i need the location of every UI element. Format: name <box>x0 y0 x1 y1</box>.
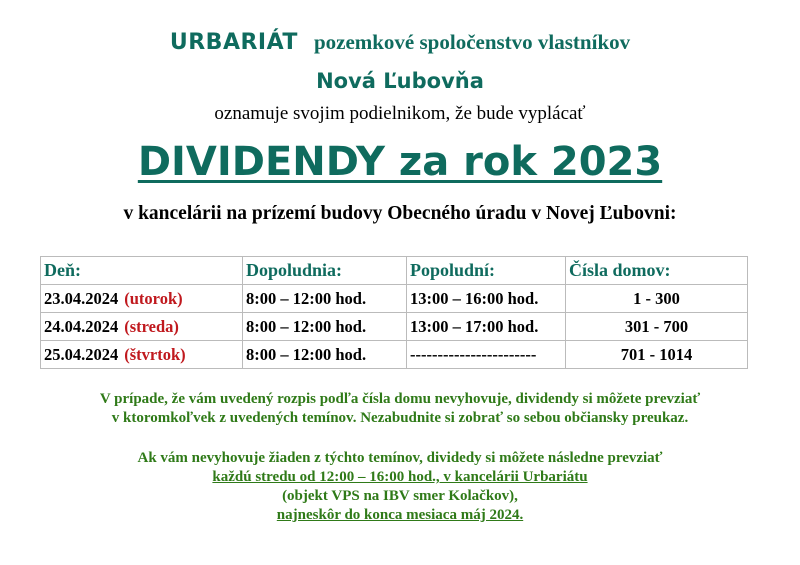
note-line: V prípade, že vám uvedený rozpis podľa čísla domu nevyhovuje, dividendy si môžete prevziať <box>99 391 701 407</box>
village-name: Nová Ľubovňa <box>316 69 484 93</box>
column-header-afternoon: Popoludní: <box>407 257 566 285</box>
afternoon-hours: 13:00 – 16:00 hod. <box>407 285 566 313</box>
day-name: (utorok) <box>124 288 183 308</box>
note-line: (objekt VPS na IBV smer Kolačkov), <box>282 488 518 504</box>
date: 24.04.2024 <box>44 316 119 336</box>
morning-hours: 8:00 – 12:00 hod. <box>243 313 407 341</box>
announcement-text: oznamuje svojim podielnikom, že bude vyplácať <box>214 103 586 124</box>
note-line: Ak vám nevyhovuje žiaden z týchto temínov, dividedy si môžete následne prevziať <box>137 450 663 466</box>
house-numbers: 701 - 1014 <box>566 341 748 369</box>
note-line-underlined: každú stredu od 12:00 – 16:00 hod., v kancelárii Urbariátu <box>212 469 588 485</box>
day-name: (streda) <box>124 316 179 336</box>
location-text: v kancelárii na prízemí budovy Obecného úradu v Novej Ľubovni: <box>123 203 677 224</box>
table-row <box>41 341 748 369</box>
table-row <box>41 285 748 313</box>
schedule-table <box>40 256 748 369</box>
column-header-day: Deň: <box>41 257 243 285</box>
org-subtitle: pozemkové spoločenstvo vlastníkov <box>313 30 631 54</box>
date: 25.04.2024 <box>44 344 119 364</box>
table-header-row <box>41 257 748 285</box>
house-numbers: 1 - 300 <box>566 285 748 313</box>
date-cell <box>41 285 243 313</box>
date: 23.04.2024 <box>44 288 119 308</box>
house-numbers: 301 - 700 <box>566 313 748 341</box>
note-line-underlined: najneskôr do konca mesiaca máj 2024. <box>276 507 524 523</box>
note-paragraph-1 <box>0 390 800 428</box>
day-name: (štvrtok) <box>124 344 186 364</box>
column-header-houses: Čísla domov: <box>566 257 748 285</box>
headline-text: DIVIDENDY za rok 2023 <box>137 139 663 185</box>
date-cell <box>41 341 243 369</box>
morning-hours: 8:00 – 12:00 hod. <box>243 341 407 369</box>
column-header-morning: Dopoludnia: <box>243 257 407 285</box>
morning-hours: 8:00 – 12:00 hod. <box>243 285 407 313</box>
afternoon-hours: 13:00 – 17:00 hod. <box>407 313 566 341</box>
date-cell <box>41 313 243 341</box>
headline <box>0 139 800 185</box>
note-line: v ktoromkoľvek z uvedených temínov. Nezabudnite si zobrať so sebou občiansky preukaz. <box>111 410 689 426</box>
table-row <box>41 313 748 341</box>
header-line <box>0 30 800 55</box>
org-name: URBARIÁT <box>169 30 298 55</box>
afternoon-hours: ----------------------- <box>407 341 566 369</box>
note-paragraph-2 <box>0 449 800 525</box>
